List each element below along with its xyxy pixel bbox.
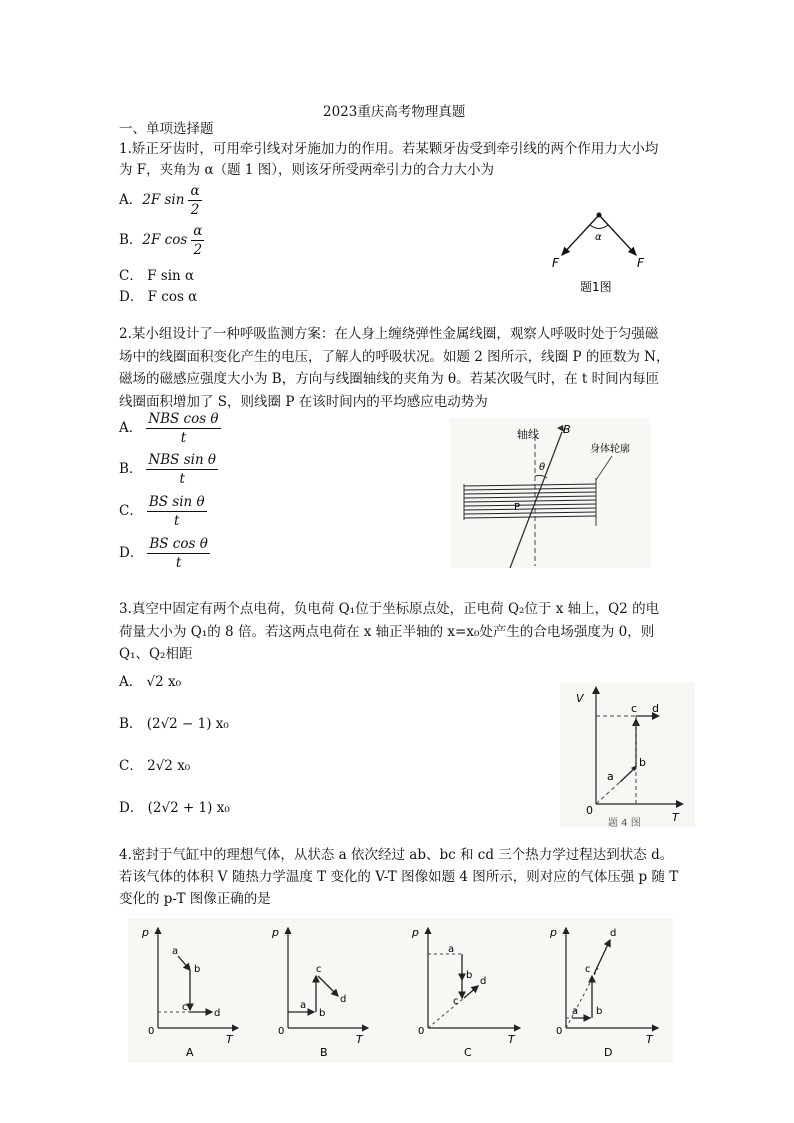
- origin-label: 0: [418, 1026, 425, 1037]
- q1-option-c[interactable]: C． F sin α: [119, 268, 195, 284]
- point-b-label: b: [194, 964, 201, 975]
- origin-label: 0: [148, 1026, 155, 1037]
- q4-line3: 变化的 p-T 图像正确的是: [119, 891, 271, 907]
- q1-line1: 1.矫正牙齿时，可用牵引线对牙施加力的作用。若某颗牙齿受到牵引线的两个作用力大小均: [119, 141, 659, 157]
- body-outline-label: 身体轮廓: [590, 444, 630, 455]
- q2-option-b[interactable]: [119, 451, 218, 488]
- q2-option-c[interactable]: [119, 493, 207, 530]
- p-axis-label: p: [550, 926, 557, 939]
- numerator: NBS cos θ: [148, 411, 219, 427]
- denominator: t: [174, 513, 180, 529]
- q3-line3: Q₁、Q₂相距: [119, 646, 193, 662]
- point-c-label: c: [316, 964, 322, 975]
- point-d-label: d: [610, 928, 617, 939]
- contact-point: [597, 213, 602, 218]
- force-arrow-left: [562, 215, 599, 255]
- numerator: BS sin θ: [148, 494, 205, 510]
- point-c-label: c: [182, 1002, 188, 1013]
- q2-line2: 场中的线圈面积变化产生的电压，了解人的呼吸状况。如题 2 图所示，线圈 P 的匝数为 N，: [119, 349, 670, 365]
- option-label: C．: [119, 503, 143, 519]
- force-label-left: F: [552, 256, 559, 270]
- theta-label: θ: [539, 462, 546, 473]
- q4-line1: 4.密封于气缸中的理想气体，从状态 a 依次经过 ab、bc 和 cd 三个热力学过程达到状态 d。: [119, 847, 674, 863]
- p-axis-label: p: [272, 926, 279, 939]
- p-axis-label: p: [142, 926, 149, 939]
- q1-option-a[interactable]: [119, 182, 202, 219]
- numerator: α: [190, 183, 200, 199]
- fraction: [147, 535, 210, 572]
- point-c-label: c: [631, 702, 638, 715]
- angle-arc: [590, 225, 608, 229]
- figure-caption: 题1图: [580, 280, 612, 294]
- fraction: [146, 451, 218, 488]
- option-expression: 2F sin: [142, 192, 185, 208]
- q2-option-d[interactable]: [119, 535, 210, 572]
- option-label: A．: [119, 192, 143, 208]
- point-d-label: d: [340, 994, 347, 1005]
- point-c-label: c: [585, 964, 591, 975]
- q3-option-a[interactable]: A． √2 x₀: [119, 674, 182, 690]
- section-heading: 一、单项选择题: [119, 121, 214, 137]
- option-expression: 2F cos: [142, 232, 188, 248]
- point-a-label: a: [607, 770, 614, 783]
- q2-figure: [450, 418, 650, 568]
- option-label: B．: [119, 461, 143, 477]
- point-b-label: b: [639, 756, 646, 769]
- point-a-label: a: [300, 1000, 307, 1011]
- numerator: α: [193, 223, 203, 239]
- q4-vt-figure: [560, 682, 695, 827]
- origin-label: 0: [278, 1026, 285, 1037]
- point-a-label: a: [448, 944, 455, 955]
- t-axis-label: T: [508, 1033, 515, 1046]
- fraction: [146, 410, 220, 447]
- option-label: A．: [119, 420, 143, 436]
- point-d-label: d: [214, 1008, 221, 1019]
- point-c-label: c: [453, 996, 459, 1007]
- origin-label: 0: [586, 804, 593, 817]
- q2-line4: 线圈面积增加了 S，则线圈 P 在该时间内的平均感应电动势为: [119, 394, 488, 410]
- denominator: t: [175, 555, 182, 571]
- point-d-label: d: [652, 702, 659, 715]
- fraction: [188, 182, 201, 219]
- option-label: D．: [119, 545, 144, 561]
- origin-label: 0: [556, 1026, 563, 1037]
- option-caption: C: [464, 1046, 472, 1059]
- point-a-label: a: [172, 946, 179, 957]
- t-axis-label: T: [672, 811, 679, 824]
- t-axis-label: T: [226, 1033, 233, 1046]
- numerator: NBS sin θ: [148, 452, 217, 468]
- coil-label: P: [514, 502, 521, 513]
- figure-caption: 题 4 图: [608, 818, 641, 827]
- fraction: [147, 493, 207, 530]
- q3-option-d[interactable]: D． (2√2 + 1) x₀: [119, 800, 230, 816]
- denominator: 2: [190, 202, 200, 218]
- q4-line2: 若该气体的体积 V 随热力学温度 T 变化的 V-T 图像如题 4 图所示，则对应的气体压强 p 随 T: [119, 869, 679, 885]
- q1-line2: 为 F，夹角为 α（题 1 图），则该牙所受两牵引力的合力大小为: [119, 162, 494, 178]
- fraction: [191, 222, 204, 259]
- angle-label: α: [595, 232, 602, 243]
- force-label-right: F: [637, 256, 644, 270]
- axis-label: 轴线: [517, 428, 539, 441]
- t-axis-label: T: [646, 1033, 653, 1046]
- q2-option-a[interactable]: [119, 410, 221, 447]
- q3-option-b[interactable]: B． (2√2 − 1) x₀: [119, 716, 229, 732]
- point-a-label: a: [572, 1006, 579, 1017]
- q3-option-c[interactable]: C． 2√2 x₀: [119, 758, 191, 774]
- denominator: 2: [193, 242, 203, 258]
- denominator: t: [180, 430, 187, 446]
- point-d-label: d: [480, 976, 487, 987]
- option-caption: A: [186, 1046, 194, 1059]
- point-b-label: b: [466, 970, 473, 981]
- q4-pt-options: [128, 918, 673, 1063]
- q1-option-b[interactable]: [119, 222, 204, 259]
- q3-line1: 3.真空中固定有两个点电荷，负电荷 Q₁位于坐标原点处，正电荷 Q₂位于 x 轴上，Q2 的电: [119, 601, 660, 617]
- field-label: B: [563, 423, 571, 436]
- option-caption: D: [604, 1046, 613, 1059]
- numerator: BS cos θ: [149, 536, 208, 552]
- v-axis-label: V: [576, 692, 584, 705]
- p-axis-label: p: [412, 926, 419, 939]
- page-title: 2023重庆高考物理真题: [323, 104, 466, 120]
- q1-figure: [540, 205, 660, 300]
- t-axis-label: T: [356, 1033, 363, 1046]
- q2-line1: 2.某小组设计了一种呼吸监测方案：在人身上缠绕弹性金属线圈，观察人呼吸时处于匀强磁: [119, 326, 659, 342]
- option-label: B．: [119, 232, 143, 248]
- q3-line2: 荷量大小为 Q₁的 8 倍。若这两点电荷在 x 轴正半轴的 x=x₀处产生的合电场强度为 0，则: [119, 624, 655, 640]
- point-b-label: b: [319, 1008, 326, 1019]
- q1-option-d[interactable]: D． F cos α: [119, 289, 198, 305]
- force-arrow-right: [599, 215, 636, 255]
- point-b-label: b: [596, 1006, 603, 1017]
- figure-background: [128, 918, 673, 1063]
- option-caption: B: [320, 1046, 328, 1059]
- denominator: t: [179, 471, 185, 487]
- q2-line3: 磁场的磁感应强度大小为 B，方向与线圈轴线的夹角为 θ。若某次吸气时，在 t 时间内每匝: [119, 371, 660, 387]
